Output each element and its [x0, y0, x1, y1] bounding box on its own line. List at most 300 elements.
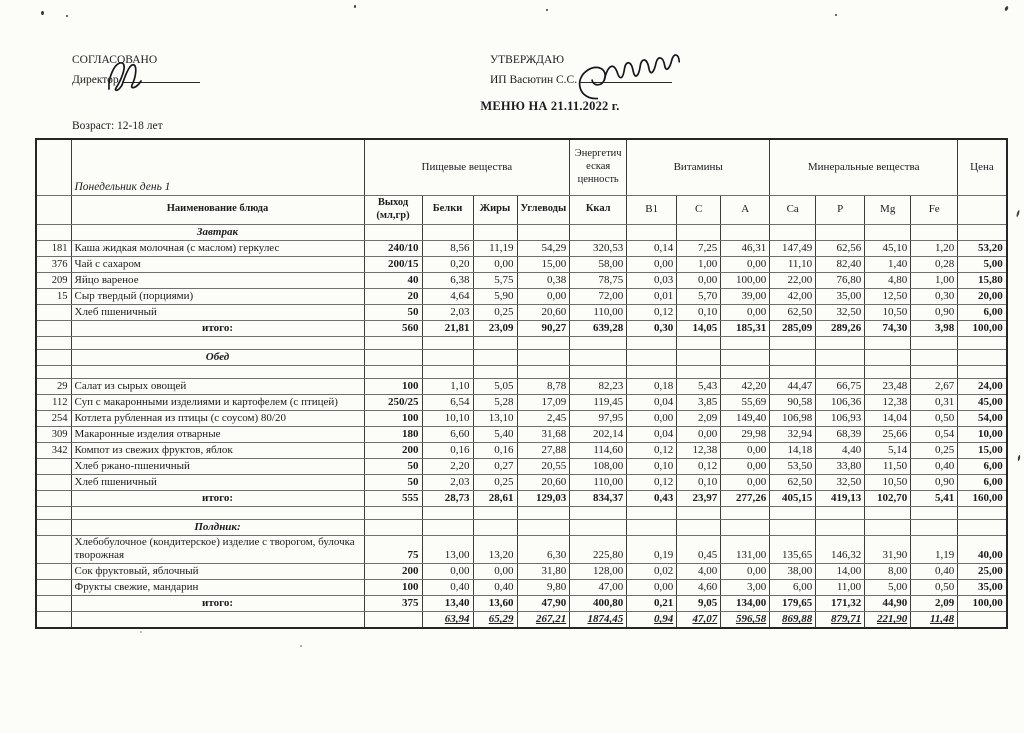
- nutrition-total-cell: 90,27: [517, 320, 570, 336]
- portion-cell: 240/10: [364, 240, 422, 256]
- spacer-cell: [364, 365, 422, 378]
- spacer-cell: [36, 506, 71, 519]
- price-total-cell: 100,00: [958, 320, 1007, 336]
- recipe-number-cell: 209: [36, 272, 71, 288]
- group-minerals: Минеральные вещества: [770, 139, 958, 195]
- nutrition-total-cell: 102,70: [865, 490, 911, 506]
- nutrition-value-cell: 0,12: [627, 442, 677, 458]
- portion-cell: 250/25: [364, 394, 422, 410]
- nutrition-value-cell: 0,04: [627, 394, 677, 410]
- section-title: Полдник:: [71, 519, 364, 535]
- nutrition-value-cell: 0,12: [677, 458, 721, 474]
- spacer-cell: [816, 365, 865, 378]
- nutrition-value-cell: 0,00: [517, 288, 570, 304]
- nutrition-value-cell: 5,00: [865, 579, 911, 595]
- age-label: Возраст: 12-18 лет: [72, 120, 163, 132]
- nutrition-value-cell: 131,00: [721, 535, 770, 563]
- nutrition-value-cell: 54,29: [517, 240, 570, 256]
- dish-name-cell: Фрукты свежие, мандарин: [71, 579, 364, 595]
- nutrition-value-cell: 0,00: [721, 442, 770, 458]
- price-total-cell: 160,00: [958, 490, 1007, 506]
- nutrition-value-cell: 0,00: [627, 579, 677, 595]
- cell: [473, 349, 517, 365]
- nutrition-value-cell: 66,75: [816, 378, 865, 394]
- col-dish-name: Наименование блюда: [71, 195, 364, 224]
- scan-artifact: [1016, 210, 1020, 217]
- dish-row: [36, 579, 1007, 595]
- nutrition-value-cell: 106,93: [816, 410, 865, 426]
- price-cell: 10,00: [958, 426, 1007, 442]
- nutrition-value-cell: 47,00: [570, 579, 627, 595]
- nutrition-value-cell: 20,55: [517, 458, 570, 474]
- corner-cell: [36, 139, 71, 195]
- spacer-cell: [677, 506, 721, 519]
- agreed-role: Директор: [72, 74, 119, 86]
- group-vitamins: Витамины: [627, 139, 770, 195]
- approver-signature: [568, 52, 698, 100]
- spacer-cell: [770, 336, 816, 349]
- spacer-cell: [71, 365, 364, 378]
- nutrition-value-cell: 100,00: [721, 272, 770, 288]
- nutrition-total-cell: 47,90: [517, 595, 570, 611]
- recipe-number-cell: [36, 320, 71, 336]
- nutrition-value-cell: 6,30: [517, 535, 570, 563]
- dish-name-cell: Компот из свежих фруктов, яблок: [71, 442, 364, 458]
- nutrition-total-cell: 0,43: [627, 490, 677, 506]
- spacer-cell: [816, 336, 865, 349]
- nutrition-value-cell: 0,25: [911, 442, 958, 458]
- nutrition-total-cell: 21,81: [422, 320, 473, 336]
- cell: [422, 224, 473, 240]
- table-header: [36, 139, 1007, 224]
- spacer-cell: [422, 365, 473, 378]
- cell: [627, 349, 677, 365]
- nutrition-value-cell: 23,48: [865, 378, 911, 394]
- portion-cell: 100: [364, 410, 422, 426]
- dish-name-cell: Хлеб ржано-пшеничный: [71, 458, 364, 474]
- nutrition-value-cell: 13,00: [422, 535, 473, 563]
- dish-row: [36, 563, 1007, 579]
- nutrition-value-cell: 0,25: [473, 474, 517, 490]
- nutrition-value-cell: 202,14: [570, 426, 627, 442]
- section-total-row: [36, 595, 1007, 611]
- cell: [364, 611, 422, 628]
- cell: [721, 519, 770, 535]
- nutrition-value-cell: 31,80: [517, 563, 570, 579]
- dish-name-cell: Хлебобулочное (кондитерское) изделие с творогом, булочка творожная: [71, 535, 364, 563]
- spacer-cell: [517, 336, 570, 349]
- nutrition-total-cell: 9,05: [677, 595, 721, 611]
- total-label-cell: итого:: [71, 595, 364, 611]
- nutrition-value-cell: 2,20: [422, 458, 473, 474]
- nutrition-total-cell: 28,61: [473, 490, 517, 506]
- nutrition-total-cell: 400,80: [570, 595, 627, 611]
- spacer-cell: [911, 365, 958, 378]
- cell: [770, 519, 816, 535]
- price-cell: 40,00: [958, 535, 1007, 563]
- spacer-cell: [570, 506, 627, 519]
- nutrition-value-cell: 10,50: [865, 304, 911, 320]
- col-mg: Mg: [865, 195, 911, 224]
- cell: [958, 224, 1007, 240]
- nutrition-value-cell: 0,00: [422, 563, 473, 579]
- spacer-cell: [422, 336, 473, 349]
- section-title-row: [36, 519, 1007, 535]
- section-total-row: [36, 320, 1007, 336]
- nutrition-total-cell: 0,21: [627, 595, 677, 611]
- nutrition-value-cell: 110,00: [570, 474, 627, 490]
- nutrition-value-cell: 5,90: [473, 288, 517, 304]
- group-price: Цена: [958, 139, 1007, 195]
- dish-name-cell: Хлеб пшеничный: [71, 474, 364, 490]
- spacer-cell: [677, 365, 721, 378]
- grand-total-cell: 65,29: [473, 611, 517, 628]
- nutrition-value-cell: 72,00: [570, 288, 627, 304]
- grand-total-cell: 0,94: [627, 611, 677, 628]
- spacer-cell: [627, 506, 677, 519]
- portion-cell: 75: [364, 535, 422, 563]
- nutrition-value-cell: 108,00: [570, 458, 627, 474]
- nutrition-value-cell: 4,60: [677, 579, 721, 595]
- day-label: Понедельник день 1: [71, 139, 364, 195]
- column-header-row: [36, 195, 1007, 224]
- cell: [517, 224, 570, 240]
- nutrition-value-cell: 0,00: [473, 256, 517, 272]
- table-body: [36, 224, 1007, 628]
- nutrition-value-cell: 12,38: [865, 394, 911, 410]
- nutrition-value-cell: 29,98: [721, 426, 770, 442]
- total-label-cell: итого:: [71, 490, 364, 506]
- nutrition-total-cell: 419,13: [816, 490, 865, 506]
- nutrition-value-cell: 0,10: [677, 304, 721, 320]
- nutrition-total-cell: 405,15: [770, 490, 816, 506]
- scan-artifact: [1004, 6, 1009, 12]
- nutrition-value-cell: 5,75: [473, 272, 517, 288]
- spacer-cell: [865, 365, 911, 378]
- nutrition-value-cell: 0,40: [911, 458, 958, 474]
- nutrition-value-cell: 1,00: [911, 272, 958, 288]
- nutrition-value-cell: 0,38: [517, 272, 570, 288]
- price-total-cell: 100,00: [958, 595, 1007, 611]
- nutrition-total-cell: 28,73: [422, 490, 473, 506]
- price-cell: 35,00: [958, 579, 1007, 595]
- dish-name-cell: Макаронные изделия отварные: [71, 426, 364, 442]
- nutrition-value-cell: 0,25: [473, 304, 517, 320]
- scan-artifact: [354, 5, 356, 8]
- nutrition-value-cell: 2,45: [517, 410, 570, 426]
- nutrition-value-cell: 225,80: [570, 535, 627, 563]
- nutrition-value-cell: 22,00: [770, 272, 816, 288]
- recipe-number-cell: [36, 458, 71, 474]
- nutrition-value-cell: 106,98: [770, 410, 816, 426]
- nutrition-value-cell: 78,75: [570, 272, 627, 288]
- approved-title: УТВЕРЖДАЮ: [490, 54, 565, 66]
- page-title: МЕНЮ НА 21.11.2022 г.: [480, 99, 620, 113]
- cell: [721, 224, 770, 240]
- portion-cell: 50: [364, 474, 422, 490]
- scan-artifact: [66, 15, 68, 17]
- nutrition-value-cell: 1,00: [677, 256, 721, 272]
- nutrition-value-cell: 0,12: [627, 474, 677, 490]
- dish-row: [36, 240, 1007, 256]
- recipe-number-cell: [36, 349, 71, 365]
- cell: [911, 349, 958, 365]
- scan-artifact: [300, 645, 302, 647]
- grand-total-cell: 1874,45: [570, 611, 627, 628]
- nutrition-value-cell: 0,01: [627, 288, 677, 304]
- portion-total-cell: 375: [364, 595, 422, 611]
- price-cell: 15,00: [958, 442, 1007, 458]
- cell: [71, 611, 364, 628]
- cell: [770, 349, 816, 365]
- nutrition-value-cell: 35,00: [816, 288, 865, 304]
- grand-total-cell: 267,21: [517, 611, 570, 628]
- cell: [517, 519, 570, 535]
- nutrition-value-cell: 2,03: [422, 304, 473, 320]
- nutrition-value-cell: 55,69: [721, 394, 770, 410]
- nutrition-total-cell: 289,26: [816, 320, 865, 336]
- portion-cell: 200/15: [364, 256, 422, 272]
- nutrition-value-cell: 0,00: [677, 272, 721, 288]
- cell: [627, 224, 677, 240]
- cell: [865, 349, 911, 365]
- price-cell: 6,00: [958, 474, 1007, 490]
- nutrition-value-cell: 53,50: [770, 458, 816, 474]
- price-cell: 54,00: [958, 410, 1007, 426]
- dish-row: [36, 288, 1007, 304]
- cell: [677, 519, 721, 535]
- nutrition-value-cell: 0,31: [911, 394, 958, 410]
- nutrition-value-cell: 2,67: [911, 378, 958, 394]
- nutrition-total-cell: 23,97: [677, 490, 721, 506]
- nutrition-value-cell: 4,40: [816, 442, 865, 458]
- dish-row: [36, 474, 1007, 490]
- dish-row: [36, 378, 1007, 394]
- cell: [473, 519, 517, 535]
- nutrition-value-cell: 0,27: [473, 458, 517, 474]
- nutrition-value-cell: 5,14: [865, 442, 911, 458]
- spacer-cell: [865, 336, 911, 349]
- nutrition-value-cell: 1,19: [911, 535, 958, 563]
- cell: [677, 224, 721, 240]
- nutrition-value-cell: 11,00: [816, 579, 865, 595]
- nutrition-value-cell: 12,38: [677, 442, 721, 458]
- cell: [570, 349, 627, 365]
- nutrition-value-cell: 320,53: [570, 240, 627, 256]
- nutrition-value-cell: 0,04: [627, 426, 677, 442]
- scan-artifact: [41, 11, 44, 15]
- cell: [865, 519, 911, 535]
- spacer-cell: [364, 506, 422, 519]
- dish-name-cell: Суп с макаронными изделиями и картофелем (с птицей): [71, 394, 364, 410]
- dish-row: [36, 394, 1007, 410]
- nutrition-value-cell: 3,00: [721, 579, 770, 595]
- cell: [911, 519, 958, 535]
- dish-name-cell: Сыр твердый (порциями): [71, 288, 364, 304]
- nutrition-total-cell: 134,00: [721, 595, 770, 611]
- nutrition-value-cell: 10,10: [422, 410, 473, 426]
- recipe-number-cell: 254: [36, 410, 71, 426]
- nutrition-value-cell: 20,60: [517, 304, 570, 320]
- dish-row: [36, 535, 1007, 563]
- portion-cell: 50: [364, 304, 422, 320]
- scan-artifact: [835, 14, 837, 16]
- section-title: Завтрак: [71, 224, 364, 240]
- recipe-number-cell: [36, 535, 71, 563]
- spacer-cell: [958, 336, 1007, 349]
- portion-cell: 50: [364, 458, 422, 474]
- recipe-number-cell: 376: [36, 256, 71, 272]
- nutrition-value-cell: 6,54: [422, 394, 473, 410]
- spacer-cell: [958, 365, 1007, 378]
- nutrition-value-cell: 135,65: [770, 535, 816, 563]
- cell: [958, 519, 1007, 535]
- group-nutrients: Пищевые вещества: [364, 139, 570, 195]
- nutrition-value-cell: 0,10: [627, 458, 677, 474]
- nutrition-value-cell: 11,10: [770, 256, 816, 272]
- nutrition-value-cell: 11,19: [473, 240, 517, 256]
- grand-total-cell: 596,58: [721, 611, 770, 628]
- nutrition-total-cell: 285,09: [770, 320, 816, 336]
- nutrition-value-cell: 5,05: [473, 378, 517, 394]
- nutrition-value-cell: 0,28: [911, 256, 958, 272]
- nutrition-value-cell: 6,38: [422, 272, 473, 288]
- col-p: P: [816, 195, 865, 224]
- nutrition-value-cell: 20,60: [517, 474, 570, 490]
- spacer-cell: [570, 336, 627, 349]
- dish-row: [36, 442, 1007, 458]
- nutrition-value-cell: 2,03: [422, 474, 473, 490]
- recipe-number-cell: [36, 490, 71, 506]
- nutrition-total-cell: 179,65: [770, 595, 816, 611]
- spacer-cell: [911, 336, 958, 349]
- cell: [517, 349, 570, 365]
- cell: [570, 224, 627, 240]
- scan-artifact: [1017, 455, 1020, 461]
- nutrition-value-cell: 82,23: [570, 378, 627, 394]
- nutrition-value-cell: 33,80: [816, 458, 865, 474]
- cell: [570, 519, 627, 535]
- nutrition-value-cell: 9,80: [517, 579, 570, 595]
- cell: [364, 519, 422, 535]
- cell: [627, 519, 677, 535]
- nutrition-value-cell: 39,00: [721, 288, 770, 304]
- price-cell: 6,00: [958, 458, 1007, 474]
- price-cell: 45,00: [958, 394, 1007, 410]
- spacer-cell: [677, 336, 721, 349]
- col-carbs: Углеводы: [517, 195, 570, 224]
- col-b1: B1: [627, 195, 677, 224]
- portion-cell: 100: [364, 378, 422, 394]
- portion-total-cell: 560: [364, 320, 422, 336]
- nutrition-value-cell: 68,39: [816, 426, 865, 442]
- nutrition-value-cell: 146,32: [816, 535, 865, 563]
- nutrition-value-cell: 76,80: [816, 272, 865, 288]
- nutrition-value-cell: 0,00: [473, 563, 517, 579]
- spacer-cell: [770, 506, 816, 519]
- nutrition-value-cell: 31,68: [517, 426, 570, 442]
- cell: [422, 349, 473, 365]
- nutrition-value-cell: 0,00: [721, 458, 770, 474]
- recipe-number-cell: [36, 563, 71, 579]
- nutrition-value-cell: 5,28: [473, 394, 517, 410]
- nutrition-value-cell: 0,00: [721, 563, 770, 579]
- dish-name-cell: Хлеб пшеничный: [71, 304, 364, 320]
- nutrition-value-cell: 0,16: [422, 442, 473, 458]
- spacer-cell: [865, 506, 911, 519]
- grand-total-cell: 63,94: [422, 611, 473, 628]
- nutrition-value-cell: 58,00: [570, 256, 627, 272]
- nutrition-value-cell: 0,40: [422, 579, 473, 595]
- cell: [958, 611, 1007, 628]
- nutrition-value-cell: 0,54: [911, 426, 958, 442]
- cell: [36, 611, 71, 628]
- nutrition-value-cell: 0,00: [721, 304, 770, 320]
- nutrition-value-cell: 7,25: [677, 240, 721, 256]
- nutrition-value-cell: 0,12: [627, 304, 677, 320]
- nutrition-value-cell: 14,00: [816, 563, 865, 579]
- nutrition-value-cell: 14,04: [865, 410, 911, 426]
- nutrition-total-cell: 0,30: [627, 320, 677, 336]
- nutrition-value-cell: 0,50: [911, 410, 958, 426]
- cell: [364, 349, 422, 365]
- grand-total-cell: 879,71: [816, 611, 865, 628]
- nutrition-value-cell: 62,50: [770, 304, 816, 320]
- nutrition-total-cell: 834,37: [570, 490, 627, 506]
- nutrition-value-cell: 0,90: [911, 474, 958, 490]
- nutrition-value-cell: 31,90: [865, 535, 911, 563]
- recipe-number-cell: [36, 595, 71, 611]
- portion-cell: 200: [364, 442, 422, 458]
- nutrition-value-cell: 62,50: [770, 474, 816, 490]
- nutrition-value-cell: 32,50: [816, 474, 865, 490]
- nutrition-total-cell: 3,98: [911, 320, 958, 336]
- recipe-number-cell: [36, 304, 71, 320]
- price-cell: 20,00: [958, 288, 1007, 304]
- spacer-row: [36, 365, 1007, 378]
- spacer-cell: [71, 506, 364, 519]
- nutrition-value-cell: 8,00: [865, 563, 911, 579]
- recipe-number-cell: [36, 224, 71, 240]
- spacer-cell: [627, 365, 677, 378]
- menu-table: [35, 138, 1008, 629]
- nutrition-value-cell: 110,00: [570, 304, 627, 320]
- col-kcal: Ккал: [570, 195, 627, 224]
- price-cell: 5,00: [958, 256, 1007, 272]
- price-cell: 25,00: [958, 563, 1007, 579]
- corner-cell: [36, 195, 71, 224]
- recipe-number-cell: 29: [36, 378, 71, 394]
- nutrition-value-cell: 0,40: [473, 579, 517, 595]
- portion-cell: 20: [364, 288, 422, 304]
- col-ca: Ca: [770, 195, 816, 224]
- nutrition-value-cell: 32,50: [816, 304, 865, 320]
- col-out: Выход (мл,гр): [364, 195, 422, 224]
- nutrition-value-cell: 119,45: [570, 394, 627, 410]
- price-cell: 15,80: [958, 272, 1007, 288]
- nutrition-value-cell: 12,50: [865, 288, 911, 304]
- nutrition-total-cell: 129,03: [517, 490, 570, 506]
- nutrition-value-cell: 147,49: [770, 240, 816, 256]
- nutrition-total-cell: 5,41: [911, 490, 958, 506]
- col-protein: Белки: [422, 195, 473, 224]
- nutrition-value-cell: 0,30: [911, 288, 958, 304]
- nutrition-value-cell: 0,90: [911, 304, 958, 320]
- nutrition-value-cell: 27,88: [517, 442, 570, 458]
- grand-total-cell: 869,88: [770, 611, 816, 628]
- recipe-number-cell: 342: [36, 442, 71, 458]
- price-cell: 53,20: [958, 240, 1007, 256]
